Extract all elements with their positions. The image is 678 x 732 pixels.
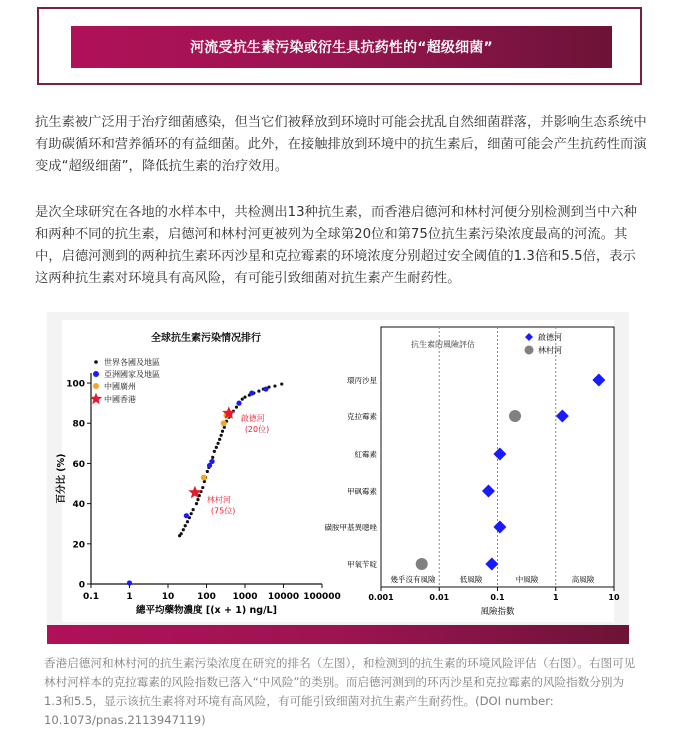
asia-data-point bbox=[127, 580, 132, 585]
kaitak-risk-point bbox=[482, 485, 495, 498]
legend-marker-guangzhou bbox=[93, 383, 99, 389]
right-x-tick-label: 1 bbox=[552, 593, 559, 602]
right-category-label: 磺胺甲基異噁唑 bbox=[324, 523, 377, 532]
left-x-tick-label: 100 bbox=[197, 592, 216, 602]
guangzhou-data-point bbox=[221, 420, 227, 426]
left-y-tick-label: 100 bbox=[66, 379, 85, 390]
asia-data-point bbox=[210, 459, 215, 464]
right-x-tick-label: 10 bbox=[608, 593, 620, 602]
left-y-tick-label: 40 bbox=[72, 500, 85, 511]
legend-marker-kaitak bbox=[525, 333, 533, 341]
left-x-axis-label: 總平均藥物濃度 [(x + 1) ng/L] bbox=[136, 605, 277, 616]
right-category-label: 甲氧苄啶 bbox=[347, 560, 377, 569]
world-data-point bbox=[273, 384, 276, 387]
risk-zone-label: 幾乎沒有風險 bbox=[390, 575, 436, 584]
left-x-tick-label: 100000 bbox=[303, 592, 341, 602]
lamtsuen-risk-point bbox=[509, 410, 521, 422]
left-x-tick-label: 10000 bbox=[267, 592, 300, 602]
left-x-tick-label: 10 bbox=[161, 592, 175, 602]
world-data-point bbox=[206, 470, 209, 473]
legend-label: 林村河 bbox=[538, 346, 562, 355]
paragraph-study: 是次全球研究在各地的水样本中，共检测出13种抗生素，而香港启德河和林村河便分别检测到当中六种和两种不同的抗生素，启德河和林村河更被列为全球第20位和第75位抗生素污染浓度最高的河流。其中，启德河测到的两种抗生素环丙沙星和克拉霉素的环境浓度分别超过安全阈值的1.3倍和5.5倍，表示这两种抗生素对环境具有高风险，有可能引致细菌对抗生素产生耐药性。 bbox=[35, 205, 637, 286]
right-x-axis-label: 風險指數 bbox=[480, 607, 515, 617]
world-data-point bbox=[201, 486, 204, 489]
river-annotation-rank: (20位) bbox=[244, 425, 270, 435]
world-data-point bbox=[211, 456, 214, 459]
risk-zone-label: 高風險 bbox=[571, 575, 595, 584]
left-y-tick-label: 60 bbox=[72, 459, 85, 470]
world-data-point bbox=[215, 446, 218, 449]
right-category-label: 環丙沙星 bbox=[347, 376, 377, 385]
world-data-point bbox=[220, 434, 223, 437]
risk-zone-label: 低風險 bbox=[459, 575, 483, 584]
risk-zone-label: 中風險 bbox=[515, 575, 539, 584]
right-x-tick-label: 0.001 bbox=[368, 593, 394, 602]
left-y-tick-label: 0 bbox=[78, 580, 85, 591]
left-x-tick-label: 1 bbox=[126, 592, 133, 602]
left-y-tick-label: 80 bbox=[72, 419, 85, 430]
guangzhou-data-point bbox=[201, 474, 207, 480]
river-annotation-name: 啟德河 bbox=[240, 414, 265, 424]
river-annotation-name: 林村河 bbox=[206, 495, 231, 505]
legend-label: 世界各國及地區 bbox=[104, 358, 160, 367]
world-data-point bbox=[190, 512, 193, 515]
kaitak-risk-point bbox=[493, 448, 506, 461]
paragraph-intro: 抗生素被广泛用于治疗细菌感染，但当它们被释放到环境时可能会扰乱自然细菌群落，并影响生态系统中有助碳循环和营养循环的有益细菌。此外，在接触排放到环境中的抗生素后，细菌可能会产生抗药性而演变成“超级细菌”，降低抗生素的治疗效用。 bbox=[35, 115, 647, 174]
left-y-tick-label: 20 bbox=[72, 540, 85, 551]
world-data-point bbox=[195, 502, 198, 505]
legend-label: 中國廣州 bbox=[104, 382, 136, 391]
world-data-point bbox=[280, 382, 283, 385]
world-data-point bbox=[216, 442, 219, 445]
asia-data-point bbox=[263, 386, 268, 391]
right-chart-title: 抗生素的風險評估 bbox=[411, 340, 475, 349]
legend-marker-world bbox=[94, 360, 98, 364]
figure-caption: 香港启德河和林村河的抗生素污染浓度在研究的排名（左图），和检测到的抗生素的环境风险评估（右图）。右图可见林村河样本的克拉霉素的风险指数已落入“中风险”的类别。而启德河测到的环丙沙星和克拉霉素的风险指数分别为1.3和5.5，显示该抗生素将对环境有高风险，有可能引致细菌对抗生素产生耐药性。(DOI number: 10.1073/pnas.2113947119) bbox=[44, 656, 636, 727]
legend-marker-asia bbox=[93, 371, 99, 377]
asia-data-point bbox=[249, 390, 254, 395]
right-category-label: 紅霉素 bbox=[354, 450, 377, 459]
legend-label: 啟德河 bbox=[538, 333, 562, 342]
world-data-point bbox=[192, 508, 195, 511]
asia-data-point bbox=[236, 401, 241, 406]
left-chart-title: 全球抗生素污染情况排行 bbox=[151, 333, 261, 344]
kaitak-risk-point bbox=[592, 374, 605, 387]
world-data-point bbox=[186, 520, 189, 523]
world-data-point bbox=[182, 528, 185, 531]
right-category-label: 甲砜霉素 bbox=[347, 487, 377, 496]
legend-label: 亞洲國家及地區 bbox=[104, 370, 160, 379]
left-x-tick-label: 1000 bbox=[232, 592, 258, 602]
legend-label: 中國香港 bbox=[104, 395, 136, 404]
lamtsuen-risk-point bbox=[416, 558, 428, 570]
world-data-point bbox=[218, 438, 221, 441]
left-x-tick-label: 0.1 bbox=[83, 592, 99, 602]
world-data-point bbox=[180, 532, 183, 535]
kaitak-risk-point bbox=[556, 410, 569, 423]
right-x-tick-label: 0.01 bbox=[429, 593, 450, 602]
world-data-point bbox=[235, 406, 238, 409]
left-y-axis-label: 百分比 (%) bbox=[56, 453, 67, 504]
world-data-point bbox=[243, 396, 246, 399]
legend-marker-hongkong bbox=[90, 393, 102, 405]
right-category-label: 克拉霉素 bbox=[347, 412, 377, 421]
world-data-point bbox=[196, 498, 199, 501]
world-data-point bbox=[221, 430, 224, 433]
world-data-point bbox=[257, 389, 260, 392]
world-data-point bbox=[213, 450, 216, 453]
page-title: 河流受抗生素污染或衍生具抗药性的“超级细菌” bbox=[190, 40, 493, 56]
kaitak-risk-point bbox=[485, 558, 498, 571]
legend-marker-lamtsuen bbox=[525, 346, 534, 355]
world-data-point bbox=[184, 524, 187, 527]
river-annotation-rank: (75位) bbox=[210, 506, 236, 516]
right-x-tick-label: 0.1 bbox=[490, 593, 505, 602]
world-data-point bbox=[241, 398, 244, 401]
kaitak-risk-point bbox=[493, 521, 506, 534]
asia-data-point bbox=[184, 513, 189, 518]
